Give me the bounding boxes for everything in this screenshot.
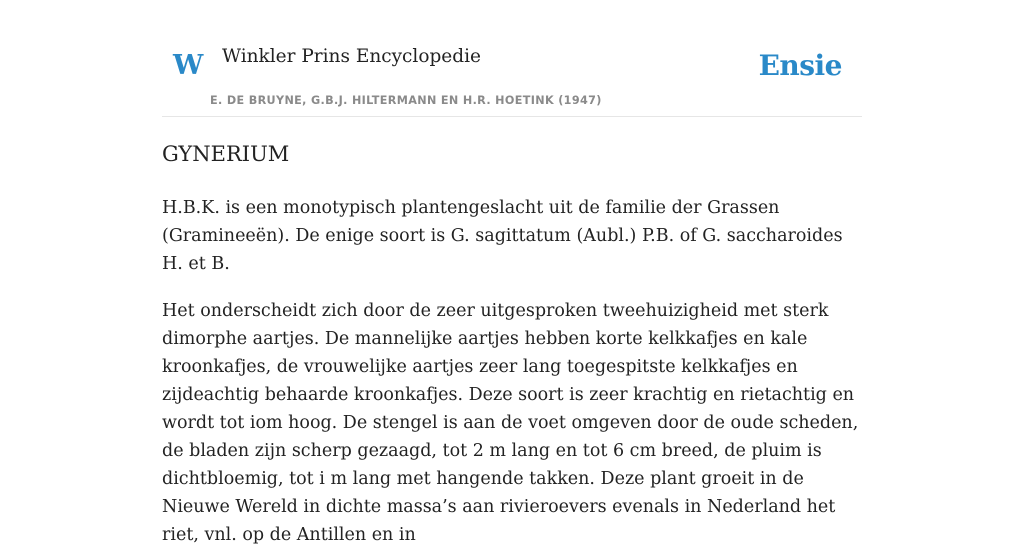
winkler-prins-logo-icon[interactable]: W	[173, 50, 204, 81]
source-authors: E. DE BRUYNE, G.B.J. HILTERMANN EN H.R. HOETINK (1947)	[210, 94, 602, 107]
article-paragraph: H.B.K. is een monotypisch plantengeslacht uit de familie der Grassen (Gramineeën). De enige soort is G. sagittatum (Aubl.) P.B. of G. saccharoides H. et B.	[162, 198, 843, 274]
article	[162, 136, 862, 549]
entry-title: GYNERIUM	[162, 142, 290, 166]
ensie-logo[interactable]: Ensie	[758, 49, 842, 82]
article-paragraph: Het onderscheidt zich door de zeer uitgesproken tweehuizigheid met sterk dimorphe aartjes. De mannelijke aartjes hebben korte kelkkafjes en kale kroonkafjes, de vrouwelijke aartjes zeer lang toegespitste kelkkafjes en zijdeachtig behaarde kroonkafjes. Deze soort is zeer krachtig en rietachtig en wordt tot iom hoog. De stengel is aan de voet omgeven door de oude scheden, de bladen zijn scherp gezaagd, tot 2 m lang en tot 6 cm breed, de pluim is dichtbloemig, tot i m lang met hangende takken. Deze plant groeit in de Nieuwe Wereld in dichte massa’s aan rivieroevers evenals in Nederland het riet, vnl. op de Antillen en in	[162, 301, 859, 545]
site-header	[162, 0, 862, 117]
source-title[interactable]: Winkler Prins Encyclopedie	[222, 46, 481, 67]
